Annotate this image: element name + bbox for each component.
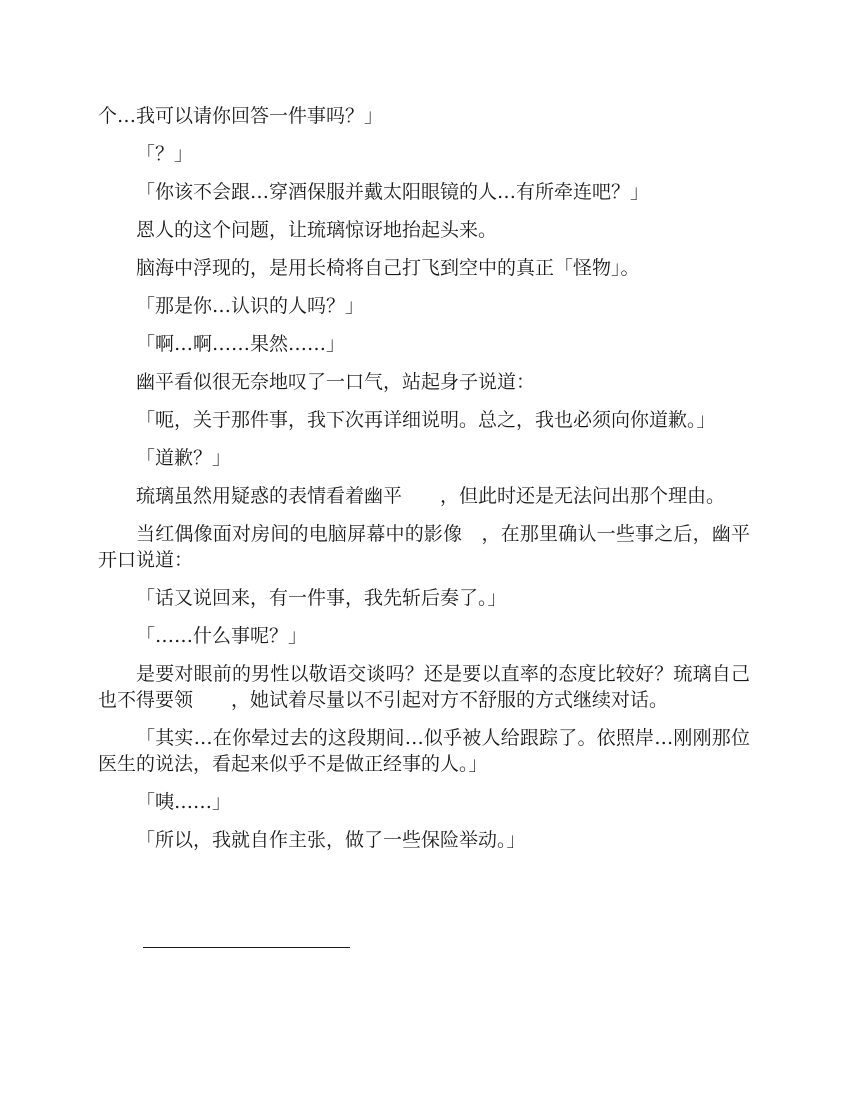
paragraph: 琉璃虽然用疑惑的表情看着幽平 ，但此时还是无法问出那个理由。 xyxy=(136,485,726,507)
document-body xyxy=(98,103,750,865)
paragraph: 脑海中浮现的，是用长椅将自己打飞到空中的真正「怪物」。 xyxy=(136,257,640,279)
paragraph: 「你该不会跟…穿酒保服并戴太阳眼镜的人…有所牵连吧？」 xyxy=(136,181,650,203)
paragraph: 「所以，我就自作主张，做了一些保险举动。」 xyxy=(136,829,526,851)
footnote-separator xyxy=(143,947,350,948)
paragraph: 「？」 xyxy=(136,143,194,165)
paragraph: 当红偶像面对房间的电脑屏幕中的影像 ，在那里确认一些事之后，幽平开口说道： xyxy=(98,523,750,571)
paragraph: 「话又说回来，有一件事，我先斩后奏了。」 xyxy=(136,587,507,609)
paragraph: 「呃，关于那件事，我下次再详细说明。总之，我也必须向你道歉。」 xyxy=(136,409,716,431)
paragraph: 「道歉？」 xyxy=(136,447,232,469)
paragraph: 「咦……」 xyxy=(136,791,232,813)
paragraph: 个…我可以请你回答一件事吗？」 xyxy=(98,105,384,127)
paragraph: 「啊…啊……果然……」 xyxy=(136,333,346,355)
paragraph: 「……什么事呢？」 xyxy=(136,625,308,647)
paragraph: 「其实…在你晕过去的这段期间…似乎被人给跟踪了。依照岸…刚刚那位医生的说法，看起来似乎不是做正经事的人。」 xyxy=(98,727,750,775)
paragraph: 恩人的这个问题，让琉璃惊讶地抬起头来。 xyxy=(136,219,498,241)
paragraph: 幽平看似很无奈地叹了一口气，站起身子说道： xyxy=(136,371,536,393)
paragraph: 是要对眼前的男性以敬语交谈吗？还是要以直率的态度比较好？琉璃自己也不得要领 ，她试着尽量以不引起对方不舒服的方式继续对话。 xyxy=(98,663,750,711)
paragraph: 「那是你…认识的人吗？」 xyxy=(136,295,365,317)
